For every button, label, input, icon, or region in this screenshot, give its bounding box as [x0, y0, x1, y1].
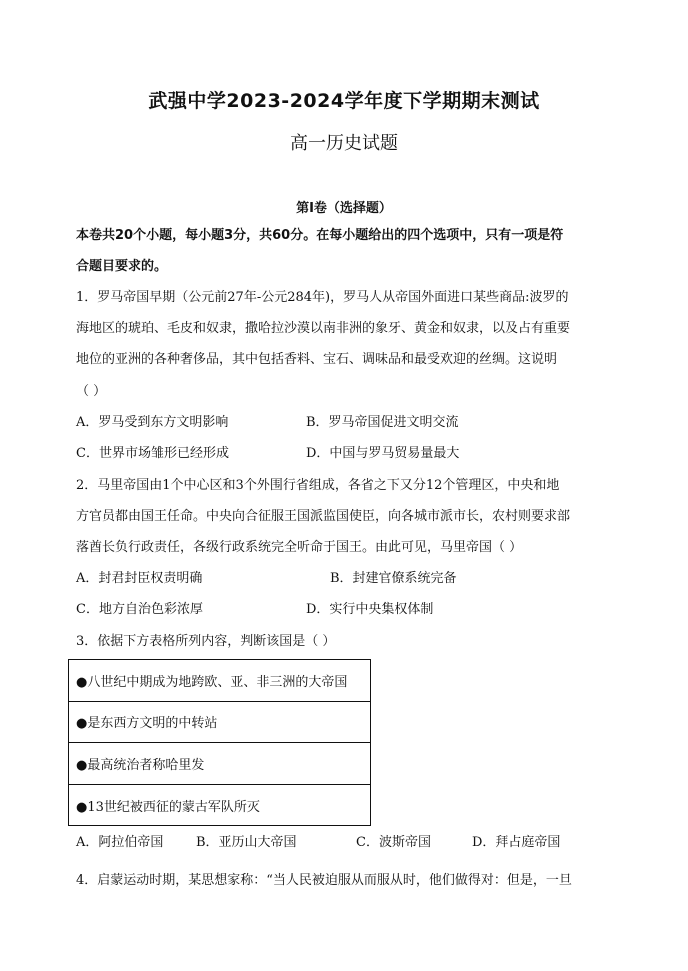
q3-info-table [68, 659, 371, 826]
q1-option-c: C．世界市场雏形已经形成 [76, 446, 229, 461]
table-row: ●是东西方文明的中转站 [69, 702, 370, 744]
exam-subtitle: 高一历史试题 [290, 133, 398, 154]
q1-stem-line-2: 海地区的琥珀、毛皮和奴隶，撒哈拉沙漠以南非洲的象牙、黄金和奴隶，以及占有重要 [76, 321, 571, 336]
exam-title: 武强中学2023-2024学年度下学期期末测试 [148, 90, 540, 112]
q2-stem-line-2: 方官员都由国王任命。中央向合征服王国派监国使臣，向各城市派市长，农村则要求部 [76, 509, 571, 524]
q1-option-d: D．中国与罗马贸易量最大 [306, 446, 460, 461]
q2-option-b: B．封建官僚系统完备 [330, 571, 457, 586]
instructions-line-1: 本卷共20个小题，每小题3分，共60分。在每小题给出的四个选项中，只有一项是符 [76, 228, 564, 243]
q2-option-a: A．封君封臣权责明确 [76, 571, 203, 586]
q2-option-d: D．实行中央集权体制 [306, 602, 434, 617]
q1-stem-line-1: 1．罗马帝国早期（公元前27年-公元284年)，罗马人从帝国外面进口某些商品:波罗的 [76, 290, 569, 305]
q1-option-b: B．罗马帝国促进文明交流 [306, 415, 459, 430]
q3-stem-line-1: 3．依据下方表格所列内容，判断该国是（ ） [76, 634, 336, 649]
section-title: 第I卷（选择题） [296, 201, 392, 216]
q3-option-d: D．拜占庭帝国 [472, 835, 561, 850]
q2-option-c: C．地方自治色彩浓厚 [76, 602, 203, 617]
q4-stem-line-1: 4．启蒙运动时期，某思想家称：“当人民被迫服从而服从时，他们做得对：但是，一旦 [76, 873, 572, 888]
q3-option-c: C．波斯帝国 [356, 835, 431, 850]
q2-stem-line-1: 2．马里帝国由1个中心区和3个外围行省组成，各省之下又分12个管理区，中央和地 [76, 478, 560, 493]
q2-stem-line-3: 落酋长负行政责任，各级行政系统完全听命于国王。由此可见，马里帝国（ ） [76, 540, 523, 555]
q3-option-a: A．阿拉伯帝国 [76, 835, 164, 850]
table-row: ●最高统治者称哈里发 [69, 743, 370, 785]
instructions-line-2: 合题目要求的。 [76, 259, 168, 274]
q3-option-b: B．亚历山大帝国 [196, 835, 297, 850]
q1-answer-blank: （ ） [76, 384, 107, 399]
q1-option-a: A．罗马受到东方文明影响 [76, 415, 229, 430]
q1-stem-line-3: 地位的亚洲的各种奢侈品，其中包括香料、宝石、调味品和最受欢迎的丝绸。这说明 [76, 352, 558, 367]
table-row: ●八世纪中期成为地跨欧、亚、非三洲的大帝国 [69, 660, 370, 702]
table-row: ●13世纪被西征的蒙古军队所灭 [76, 799, 260, 815]
